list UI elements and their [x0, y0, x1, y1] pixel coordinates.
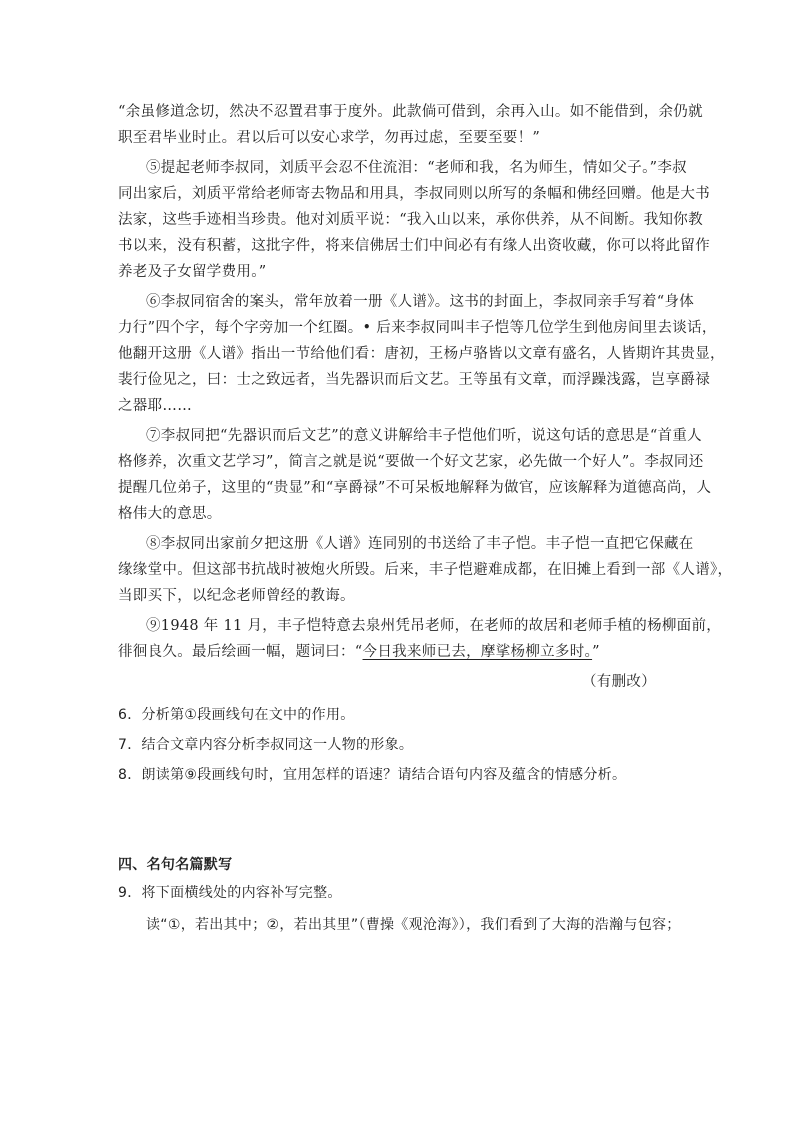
question-9-text: 读“①，若出其中；②，若出其里”（曹操《观沧海》），我们看到了大海的浩瀚与包容； — [146, 917, 681, 933]
section-4-heading: 四、名句名篇默写 — [118, 857, 233, 873]
paragraph-8-line-2: 缘缘堂中。但这部书抗战时被炮火所毁。后来，丰子恺避难成都，在旧摊上看到一部《人谱》， — [118, 562, 733, 578]
edit-note: （有删改） — [582, 674, 656, 690]
paragraph-7-line-3: 提醒几位弟子，这里的“贵显”和“享爵禄”不可呆板地解释为做官，应该解释为道德高尚，人 — [118, 480, 712, 496]
paragraph-4-line-2: 职至君毕业时止。君以后可以安心求学，勿再过虑，至要至要！” — [118, 130, 541, 146]
paragraph-5-line-5: 养老及子女留学费用。” — [118, 264, 267, 280]
paragraph-7-line-4: 格伟大的意思。 — [118, 506, 222, 522]
paragraph-8-line-1: ⑧李叔同出家前夕把这册《人谱》连同别的书送给了丰子恺。丰子恺一直把它保藏在 — [146, 536, 694, 552]
closing-quote: ” — [592, 644, 600, 660]
paragraph-5-line-3: 法家，这些手迹相当珍贵。他对刘质平说：“我入山以来，承你供养，从不间断。我知你教 — [118, 212, 703, 228]
paragraph-7-line-2: 格修养，次重文艺学习”，简言之就是说“要做一个好文艺家，必先做一个好人”。李叔同还 — [118, 454, 704, 470]
paragraph-6-line-3: 他翻开这册《人谱》指出一节给他们看：唐初，王杨卢骆皆以文章有盛名，人皆期许其贵显， — [118, 346, 725, 362]
paragraph-6-line-1: ⑥李叔同宿舍的案头，常年放着一册《人谱》。这书的封面上，李叔同亲手写着“身体 — [146, 294, 695, 310]
paragraph-5-line-1: ⑤提起老师李叔同，刘质平会忍不住流泪：“老师和我，名为师生，情如父子。”李叔 — [146, 160, 687, 176]
question-8: 8．朗读第⑨段画线句时，宜用怎样的语速？请结合语句内容及蕴含的情感分析。 — [118, 767, 627, 783]
paragraph-8-line-3: 当即买下，以纪念老师曾经的教诲。 — [118, 588, 355, 604]
paragraph-6-line-5: 之器耶…… — [118, 398, 192, 414]
question-7: 7．结合文章内容分析李叔同这一人物的形象。 — [118, 737, 414, 753]
question-6: 6．分析第①段画线句在文中的作用。 — [118, 707, 355, 723]
paragraph-6-line-2: 力行”四个字，每个字旁加一个红圈。• 后来李叔同叫丰子恺等几位学生到他房间里去谈话， — [118, 320, 717, 336]
paragraph-5-line-4: 书以来，没有积蓄，这批字件，将来信佛居士们中间必有有缘人出资收藏，你可以将此留作 — [118, 238, 710, 254]
paragraph-9-line-1: ⑨1948 年 11 月，丰子恺特意去泉州凭吊老师，在老师的故居和老师手植的杨柳面前， — [146, 618, 722, 634]
paragraph-4-line-1: “余虽修道念切，然决不忍置君事于度外。此款倘可借到，余再入山。如不能借到，余仍就 — [118, 104, 703, 120]
question-9: 9．将下面横线处的内容补写完整。 — [118, 885, 342, 901]
underlined-sentence: 今日我来师已去，摩挲杨柳立多时。 — [362, 644, 593, 660]
paragraph-6-line-4: 裴行俭见之，曰：士之致远者，当先器识而后文艺。王等虽有文章，而浮躁浅露，岂享爵禄 — [118, 372, 710, 388]
paragraph-9-line-2 — [118, 642, 678, 662]
paragraph-9-line-2-lead: 徘徊良久。最后绘画一幅，题词曰：“ — [118, 644, 363, 660]
paragraph-7-line-1: ⑦李叔同把“先器识而后文艺”的意义讲解给丰子恺他们听，说这句话的意思是“首重人 — [146, 428, 702, 444]
paragraph-5-line-2: 同出家后，刘质平常给老师寄去物品和用具，李叔同则以所写的条幅和佛经回赠。他是大书 — [118, 186, 710, 202]
